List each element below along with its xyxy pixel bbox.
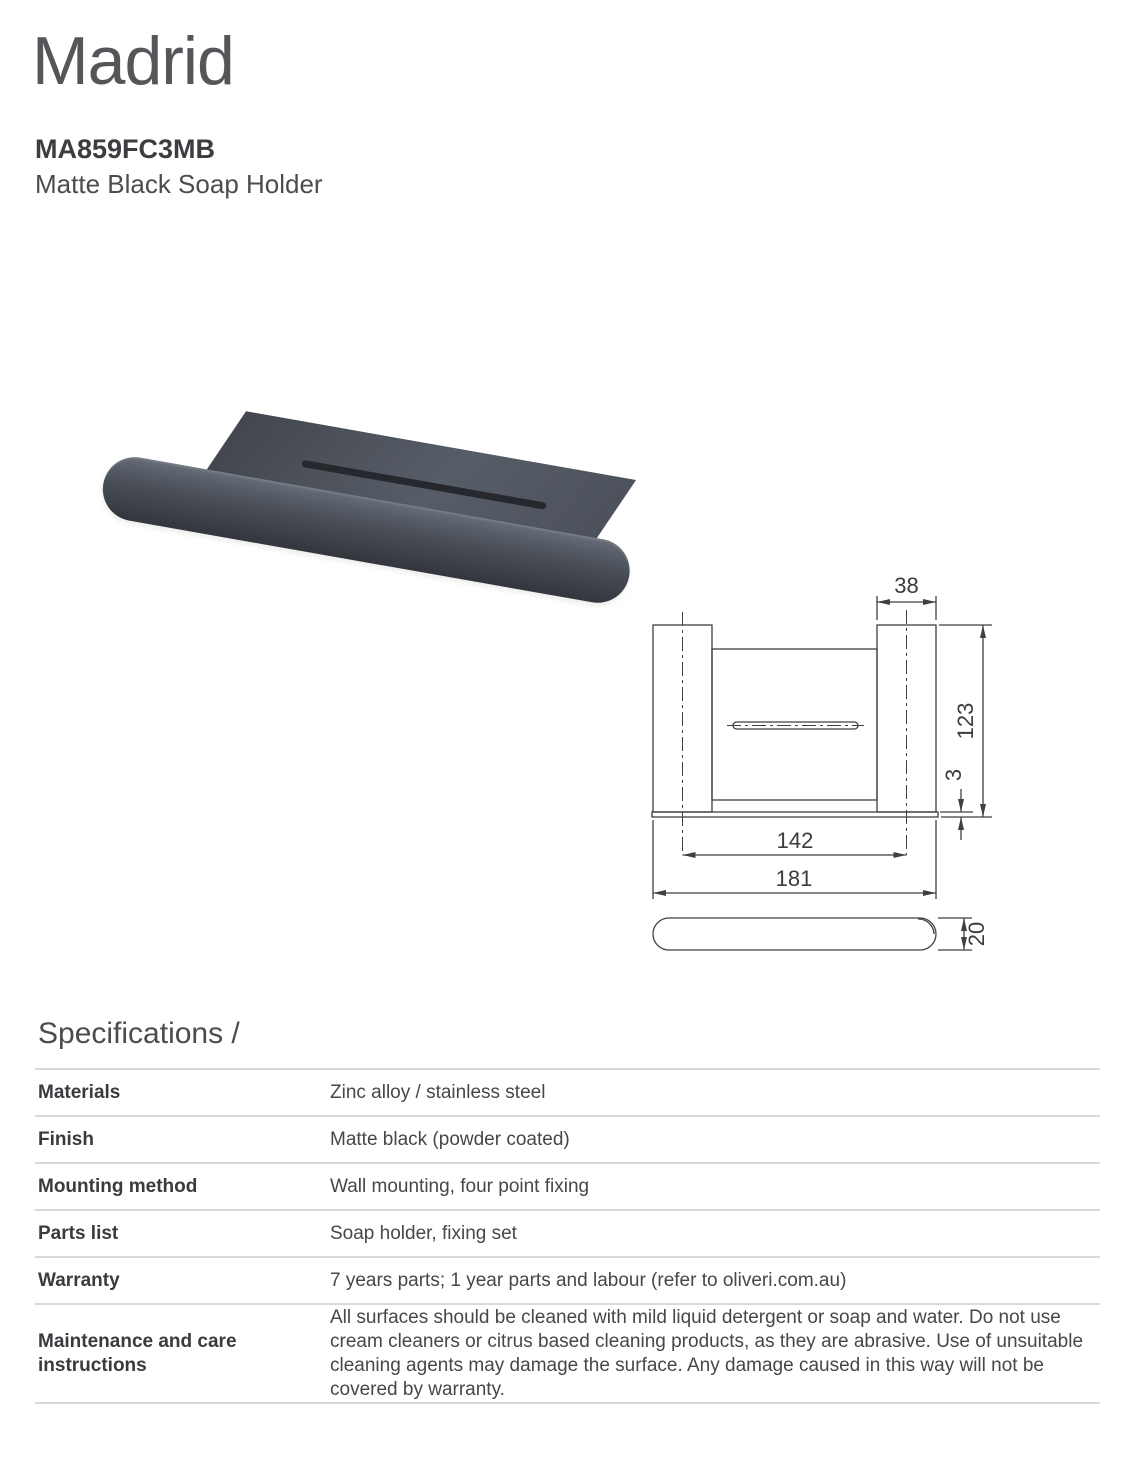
maintenance-line-2: cream cleaners or citrus based cleaning products, as they are abrasive. Use of unsuitable [330,1330,1084,1352]
dim-bar-height-label: 20 [964,921,989,947]
drawing-centerlines [683,610,907,855]
row-label: Parts list [38,1222,119,1244]
row-label: Warranty [38,1269,120,1291]
drawing-plate [712,649,877,800]
maintenance-line-4: covered by warranty. [330,1378,505,1400]
row-value: Matte black (powder coated) [330,1128,570,1150]
row-value: Zinc alloy / stainless steel [330,1081,546,1103]
maintenance-line-3: cleaning agents may damage the surface. Any damage caused in this way will not be [330,1354,1044,1376]
soap-holder-render [93,373,659,635]
row-value [330,1306,1100,1402]
page-title: Madrid [32,23,234,99]
dim-centres-label: 142 [776,828,814,853]
table-row-parts-list [35,1209,1100,1256]
specifications-table [35,1068,1100,1404]
technical-drawing [640,565,1100,965]
product-name: Matte Black Soap Holder [35,169,323,199]
row-label: Materials [38,1081,121,1103]
product-photo [108,372,653,542]
table-row-materials [35,1068,1100,1115]
dim-thickness-label: 3 [941,768,966,782]
table-row-maintenance [35,1303,1100,1404]
row-label: Mounting method [38,1175,198,1197]
table-row-finish [35,1115,1100,1162]
drawing-bar-end-arc [918,919,934,934]
product-code: MA859FC3MB [35,134,216,164]
table-row-warranty [35,1256,1100,1303]
dim-depth-label: 123 [953,702,978,740]
row-value: Soap holder, fixing set [330,1222,517,1244]
drawing-back-strip [652,812,938,817]
row-value: Wall mounting, four point fixing [330,1175,590,1197]
dim-overall-width-label: 181 [775,866,813,891]
maintenance-line-1: All surfaces should be cleaned with mild liquid detergent or soap and water. Do not use [330,1306,1061,1328]
table-row-mounting-method [35,1162,1100,1209]
dim-bar-width-label: 38 [894,573,919,598]
row-label: Maintenance and care instructions [38,1330,237,1376]
row-value: 7 years parts; 1 year parts and labour (refer to oliveri.com.au) [330,1269,847,1291]
drawing-bar-side-view [653,918,936,950]
row-label: Finish [38,1128,94,1150]
specifications-heading: Specifications / [38,1017,240,1050]
